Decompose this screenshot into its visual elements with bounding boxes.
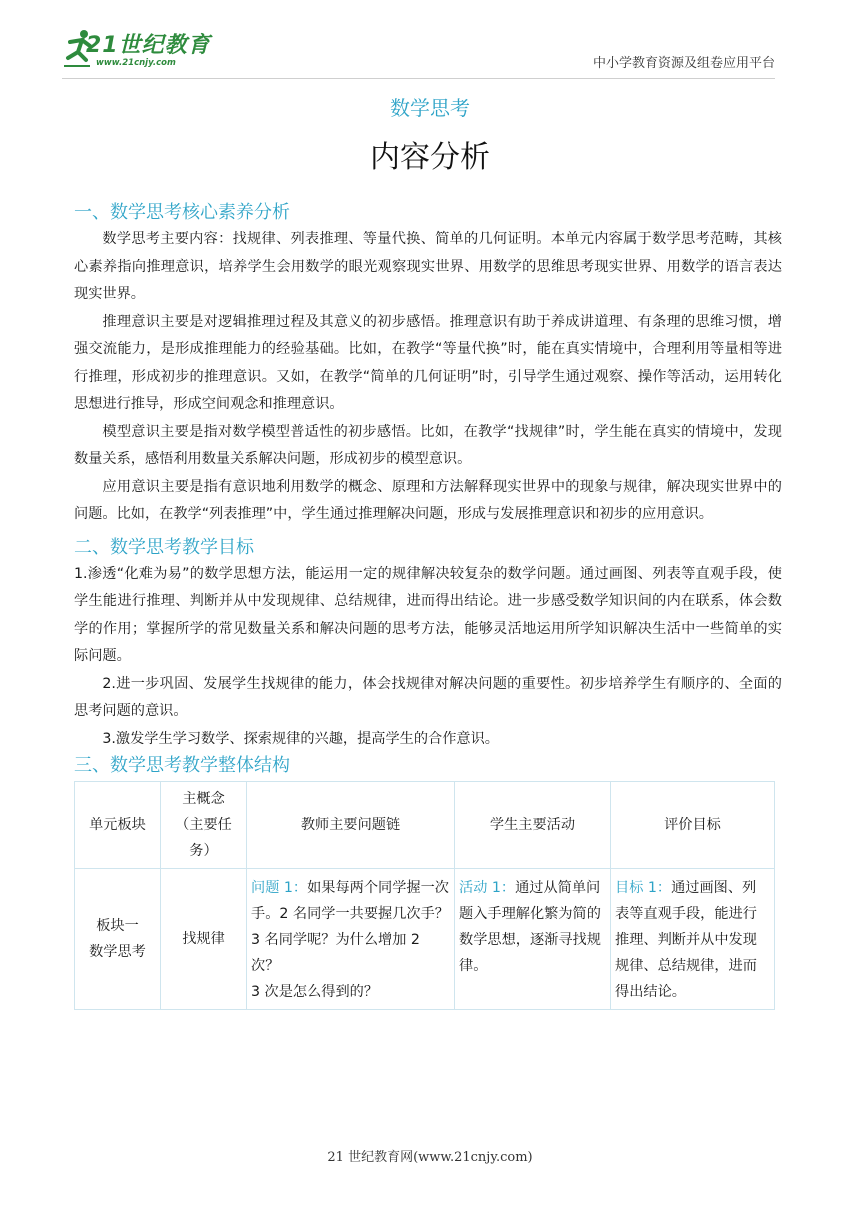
table-header-cell: 评价目标	[611, 782, 775, 869]
activity-text: 通过从简单问题入手理解化繁为简的数学思想，逐渐寻找规律。	[459, 880, 601, 974]
header-divider	[62, 78, 775, 79]
target-tag: 目标 1：	[615, 880, 672, 896]
page-header	[0, 0, 860, 80]
table-header-cell: 主概念（主要任务）	[161, 782, 247, 869]
logo-url: www.21cnjy.com	[96, 58, 176, 68]
table-row	[75, 869, 775, 1010]
table-header-cell: 单元板块	[75, 782, 161, 869]
goal-1: 1.渗透“化难为易”的数学思想方法，能运用一定的规律解决较复杂的数学问题。通过画图、列表等直观手段，使学生能进行推理、判断并从中发现规律、总结规律，进而得出结论。进一步感受数学知识间的内在联系，体会数学的作用；掌握所学的常见数量关系和解决问题的思考方法，能够灵活地运用所学知识解决生活中一些简单的实际问题。	[74, 565, 782, 664]
section2-heading: 二、数学思考教学目标	[74, 536, 254, 558]
block-cell	[75, 869, 161, 1010]
question-cell	[247, 869, 455, 1010]
goal-3: 3.激发学生学习数学、探索规律的兴趣，提高学生的合作意识。	[102, 730, 499, 747]
table-header-cell: 学生主要活动	[455, 782, 611, 869]
section1-heading: 一、数学思考核心素养分析	[74, 202, 290, 223]
logo-text: 21世纪教育	[86, 33, 211, 58]
activity-tag: 活动 1：	[459, 880, 516, 896]
question-text: 如果每两个同学握一次手。2 名同学一共要握几次手？3 名同学呢？为什么增加 2 次？	[251, 880, 449, 974]
target-text: 通过画图、列表等直观手段，能进行推理、判断并从中发现规律、总结规律，进而得出结论。	[615, 880, 757, 1000]
table-header-cell: 教师主要问题链	[247, 782, 455, 869]
section1-paragraph-2: 推理意识主要是对逻辑推理过程及其意义的初步感悟。推理意识有助于养成讲道理、有条理的思维习惯，增强交流能力，是形成推理能力的经验基础。比如，在教学“等量代换”时，能在真实情境中，合理利用等量相等进行推理，形成初步的推理意识。又如，在教学“简单的几何证明”时，引导学生通过观察、操作等活动，运用转化思想进行推导，形成空间观念和推理意识。	[74, 313, 782, 412]
page-subtitle: 数学思考	[390, 96, 470, 120]
question-text-2: 3 次是怎么得到的？	[251, 984, 379, 1000]
concept-cell: 找规律	[161, 869, 247, 1010]
section3-heading: 三、数学思考教学整体结构	[74, 755, 290, 776]
page-footer: 21 世纪教育网(www.21cnjy.com)	[327, 1150, 533, 1165]
section1-paragraph-3: 模型意识主要是指对数学模型普适性的初步感悟。比如，在教学“找规律”时，学生能在真实的情境中，发现数量关系，感悟利用数量关系解决问题，形成初步的模型意识。	[74, 423, 782, 467]
platform-name: 中小学教育资源及组卷应用平台	[592, 56, 775, 71]
structure-table	[74, 781, 775, 1010]
document-body	[74, 200, 782, 1010]
section1-paragraph-4: 应用意识主要是指有意识地利用数学的概念、原理和方法解释现实世界中的现象与规律，解决现实世界中的问题。比如，在教学“列表推理”中，学生通过推理解决问题，形成与发展推理意识和初步的应用意识。	[74, 478, 782, 522]
activity-cell	[455, 869, 611, 1010]
table-header-row	[75, 782, 775, 869]
goal-2: 2.进一步巩固、发展学生找规律的能力，体会找规律对解决问题的重要性。初步培养学生有顺序的、全面的思考问题的意识。	[74, 675, 782, 719]
block-line-2: 数学思考	[89, 944, 146, 960]
target-cell	[611, 869, 775, 1010]
page-title: 内容分析	[370, 140, 490, 175]
section1-paragraph-1: 数学思考主要内容：找规律、列表推理、等量代换、简单的几何证明。本单元内容属于数学思考范畴，其核心素养指向推理意识，培养学生会用数学的眼光观察现实世界、用数学的思维思考现实世界、用数学的语言表达现实世界。	[74, 231, 782, 302]
block-line-1: 板块一	[96, 918, 139, 934]
question-tag: 问题 1：	[251, 880, 308, 896]
